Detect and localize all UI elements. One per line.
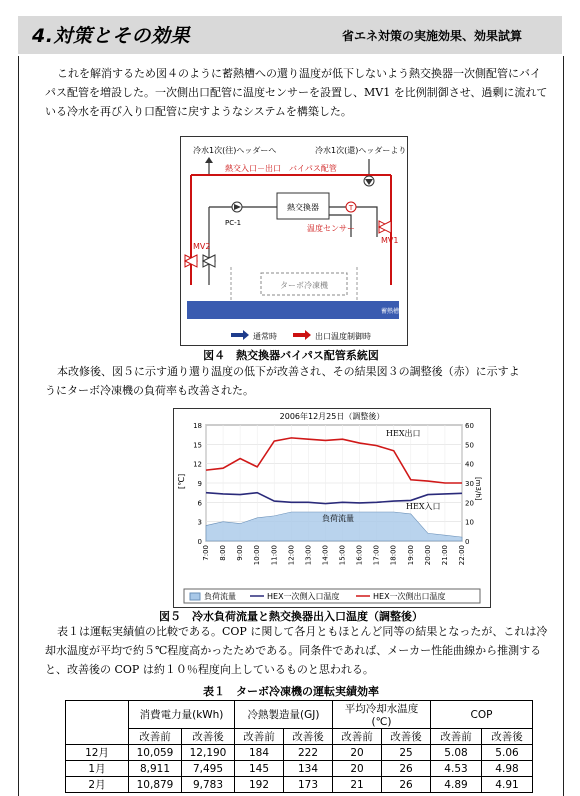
table-cell: 8,911 [129, 761, 182, 777]
label-mv1: MV1 [381, 236, 399, 245]
label-mv2: MV2 [193, 242, 211, 251]
paragraph-analysis [45, 622, 557, 679]
table-cell: 192 [235, 777, 284, 793]
x-tick-label: 12:00 [287, 545, 296, 566]
legend-hex-in: HEX一次側入口温度 [267, 592, 340, 601]
y-tick-label: 15 [193, 441, 202, 450]
legend-normal: 通常時 [253, 332, 277, 341]
temperature-flow-chart [174, 409, 490, 607]
table-cell: 173 [284, 777, 333, 793]
table-sub-header: 改善後 [182, 729, 235, 745]
x-tick-label: 19:00 [406, 545, 415, 566]
x-tick-label: 20:00 [423, 545, 432, 566]
y2-tick-label: 20 [465, 499, 474, 508]
y2-tick-label: 50 [465, 441, 474, 450]
annotation-hex-in: HEX入口 [406, 502, 441, 511]
table-sub-header: 改善前 [235, 729, 284, 745]
table-row [66, 777, 533, 793]
legend-control: 出口温度制御時 [315, 332, 371, 341]
table-sub-header: 改善前 [333, 729, 382, 745]
y-tick-label: 0 [197, 538, 202, 546]
y2-tick-label: 60 [465, 422, 474, 430]
label-tank: 蓄熱槽 [381, 308, 400, 315]
x-tick-label: 13:00 [304, 545, 313, 566]
y-tick-label: 3 [197, 518, 202, 527]
table-sub-header: 改善後 [382, 729, 431, 745]
y-axis-label: [℃] [177, 473, 186, 489]
table-cell: 4.53 [431, 761, 482, 777]
label-pc1: PC-1 [225, 219, 242, 227]
label-bypass: 熱交入口－出口 バイパス配管 [225, 164, 337, 173]
table-corner [66, 701, 129, 745]
piping-diagram [181, 137, 407, 345]
x-tick-label: 11:00 [270, 545, 279, 566]
paragraph-line: うにターボ冷凍機の負荷率も改善された。 [45, 384, 254, 397]
y2-tick-label: 30 [465, 480, 474, 488]
label-sensor-mark: T [348, 204, 354, 212]
table-group-header: 消費電力量(kWh) [129, 701, 235, 729]
y2-tick-label: 40 [465, 460, 474, 469]
table-cell: 25 [382, 745, 431, 761]
annotation-flow: 負荷流量 [322, 514, 354, 523]
label-sensor: 温度センサー [307, 224, 355, 233]
label-header-to: 冷水1次(往)ヘッダーへ [193, 146, 277, 155]
table-cell: 20 [333, 745, 382, 761]
table-cell: 12,190 [182, 745, 235, 761]
table-sub-header: 改善前 [129, 729, 182, 745]
chart-title: 2006年12月25日（調整後） [279, 412, 385, 421]
x-tick-label: 18:00 [389, 545, 398, 566]
legend-normal-arrow-icon [231, 330, 249, 340]
legend-flow: 負荷流量 [204, 592, 236, 601]
paragraph-line: 本改修後、図５に示す通り還り温度の低下が改善され、その結果図３の調整後（赤）に示すよ [57, 365, 520, 378]
table-row-month: 2月 [66, 777, 129, 793]
table-cell: 21 [333, 777, 382, 793]
table-cell: 10,879 [129, 777, 182, 793]
table-cell: 7,495 [182, 761, 235, 777]
table-row [66, 745, 533, 761]
table-row-month: 1月 [66, 761, 129, 777]
table-cell: 9,783 [182, 777, 235, 793]
valve-mv1-icon [379, 221, 391, 233]
y-tick-label: 12 [193, 460, 202, 469]
paragraph-line: パス配管を増設した。一次側出口配管に温度センサーを設置し、MV1 を比例制御させ、過剰に流れて [45, 86, 548, 99]
table-cell: 20 [333, 761, 382, 777]
table-cell: 5.06 [482, 745, 533, 761]
table-row-month: 12月 [66, 745, 129, 761]
y-tick-label: 6 [197, 499, 202, 508]
y-tick-label: 18 [193, 422, 202, 430]
paragraph-line: これを解消するため図４のように蓄熱槽への還り温度が低下しないよう熱交換器一次側配管にバイ [57, 67, 541, 80]
x-tick-label: 9:00 [236, 545, 245, 561]
table-sub-header: 改善後 [482, 729, 533, 745]
x-tick-label: 7:00 [202, 545, 210, 561]
efficiency-table [65, 700, 533, 793]
x-tick-label: 21:00 [440, 545, 449, 566]
x-tick-label: 22:00 [458, 545, 466, 566]
table-1-caption: 表１ ターボ冷凍機の運転実績効率 [203, 685, 379, 698]
legend-hex-out: HEX一次側出口温度 [373, 592, 446, 601]
label-hex: 熱交換器 [287, 203, 319, 212]
section-header [18, 16, 562, 54]
table-sub-header: 改善後 [284, 729, 333, 745]
annotation-hex-out: HEX出口 [386, 429, 421, 438]
table-row [66, 761, 533, 777]
y2-tick-label: 10 [465, 518, 474, 527]
table-cell: 4.98 [482, 761, 533, 777]
x-tick-label: 15:00 [338, 545, 347, 566]
figure-5-caption: 図５ 冷水負荷流量と熱交換器出入口温度（調整後） [159, 610, 423, 623]
y2-axis-label: [m3/h] [474, 477, 482, 501]
table-cell: 5.08 [431, 745, 482, 761]
paragraph-line: と、改善後の COP は約１０％程度向上しているものと思われる。 [45, 663, 374, 676]
paragraph-result [45, 362, 557, 400]
x-tick-label: 8:00 [219, 545, 228, 561]
paragraph-intro [45, 64, 557, 121]
table-cell: 145 [235, 761, 284, 777]
x-tick-label: 10:00 [253, 545, 262, 566]
table-cell: 26 [382, 777, 431, 793]
paragraph-line: いる冷水を再び入り口配管に戻すようなシステムを構築した。 [45, 105, 352, 118]
table-cell: 26 [382, 761, 431, 777]
table-group-header: 平均冷却水温度(℃) [333, 701, 431, 729]
table-sub-header: 改善前 [431, 729, 482, 745]
chart-legend [184, 589, 480, 603]
label-header-from: 冷水1次(還)ヘッダーより [315, 146, 407, 155]
content-frame [18, 56, 564, 796]
legend-swatch [190, 593, 200, 600]
table-cell: 184 [235, 745, 284, 761]
figure-5-chart [173, 408, 491, 608]
x-tick-label: 17:00 [372, 545, 381, 566]
figure-4-caption: 図４ 熱交換器バイパス配管系統図 [203, 349, 379, 362]
label-turbo: ターボ冷凍機 [280, 281, 328, 290]
x-tick-label: 14:00 [321, 545, 330, 566]
table-group-header: COP [431, 701, 533, 729]
paragraph-line: 表１は運転実績値の比較である。COP に関して各月ともほとんど同等の結果となったが、これは冷 [57, 625, 548, 638]
paragraph-line: 却水温度が平均で約５℃程度高かったためである。同条件であれば、メーカー性能曲線から推測する [45, 644, 542, 657]
legend-control-arrow-icon [293, 330, 311, 340]
table-cell: 10,059 [129, 745, 182, 761]
y-tick-label: 9 [197, 480, 202, 488]
table-cell: 222 [284, 745, 333, 761]
section-subtitle: 省エネ対策の実施効果、効果試算 [341, 29, 522, 43]
y2-tick-label: 0 [465, 538, 470, 546]
table-group-header: 冷熱製造量(GJ) [235, 701, 333, 729]
storage-tank [187, 301, 399, 319]
table-cell: 4.89 [431, 777, 482, 793]
section-title: 4.対策とその効果 [32, 25, 190, 47]
x-tick-label: 16:00 [355, 545, 364, 566]
table-cell: 4.91 [482, 777, 533, 793]
figure-4-diagram [180, 136, 408, 346]
table-cell: 134 [284, 761, 333, 777]
